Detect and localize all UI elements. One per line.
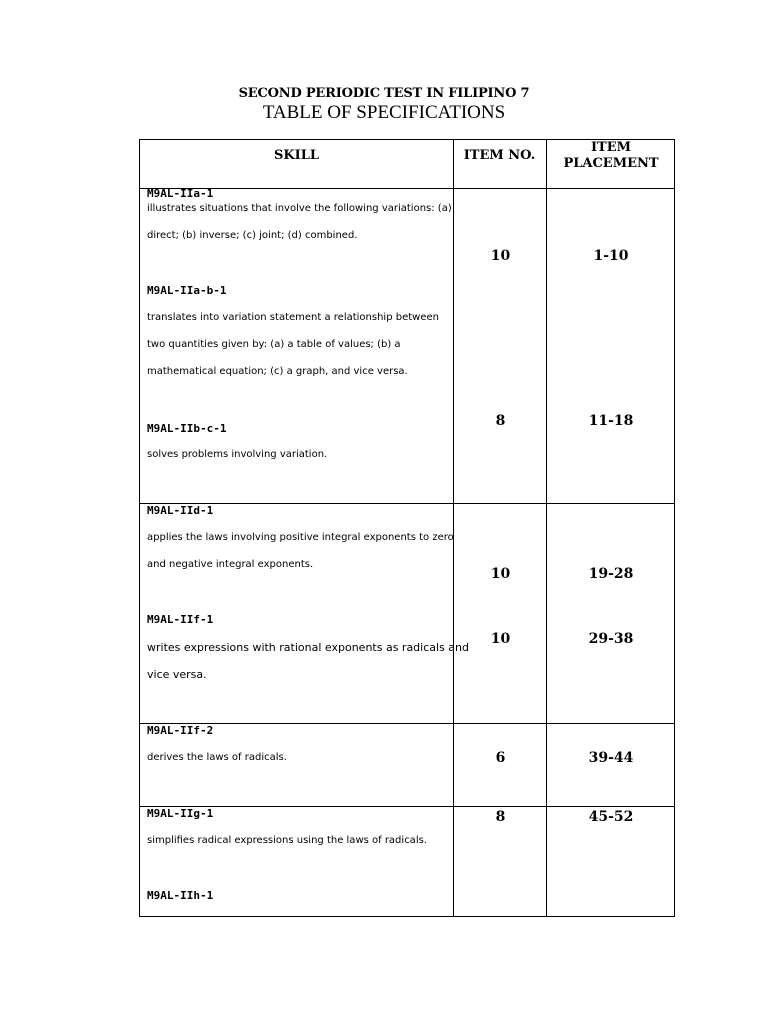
item-placement: 39-44 [588,750,634,766]
skill-code: M9AL-IIa-b-1 [147,284,227,297]
item-count: 10 [490,566,511,582]
skill-description: mathematical equation; (c) a graph, and vice versa. [147,366,408,377]
skill-description: and negative integral exponents. [147,559,314,570]
skill-code: M9AL-IIh-1 [147,889,214,902]
skill-code: M9AL-IId-1 [147,504,214,517]
skill-code: M9AL-IIb-c-1 [147,422,227,435]
skill-description: applies the laws involving positive integral exponents to zero [147,532,454,543]
column-header-line: ITEM [590,140,632,155]
skill-description: solves problems involving variation. [147,449,328,460]
column-header-skill: SKILL [273,148,320,163]
skill-description: two quantities given by: (a) a table of values; (b) a [147,339,401,350]
item-count: 8 [495,413,506,429]
row-divider [140,503,674,504]
column-header-line: PLACEMENT [563,156,659,171]
item-count: 10 [490,248,511,264]
skill-description: simplifies radical expressions using the laws of radicals. [147,835,427,846]
row-divider [140,806,674,807]
skill-code: M9AL-IIa-1 [147,187,214,200]
item-placement: 1-10 [593,248,629,264]
column-header-item-placement [546,140,676,172]
item-placement: 19-28 [588,566,634,582]
item-placement: 11-18 [588,413,634,429]
row-divider [140,723,674,724]
item-count: 10 [490,631,511,647]
item-count: 6 [495,750,506,766]
skill-description: illustrates situations that involve the following variations: (a) [147,203,452,214]
skill-code: M9AL-IIg-1 [147,807,214,820]
skill-description: writes expressions with rational exponents as radicals and [147,641,469,654]
document-title: SECOND PERIODIC TEST IN FILIPINO 7 [238,86,530,101]
skill-description: vice versa. [147,668,207,681]
skill-description: translates into variation statement a relationship between [147,312,439,323]
document-subtitle: TABLE OF SPECIFICATIONS [262,102,506,123]
item-count: 8 [495,809,506,825]
skill-code: M9AL-IIf-2 [147,724,214,737]
row-divider [140,188,674,189]
column-header-item-no: ITEM NO. [463,148,536,163]
skill-description: derives the laws of radicals. [147,752,287,763]
item-placement: 45-52 [588,809,634,825]
specifications-table [139,139,675,917]
item-placement: 29-38 [588,631,634,647]
skill-code: M9AL-IIf-1 [147,613,214,626]
skill-description: direct; (b) inverse; (c) joint; (d) combined. [147,230,358,241]
